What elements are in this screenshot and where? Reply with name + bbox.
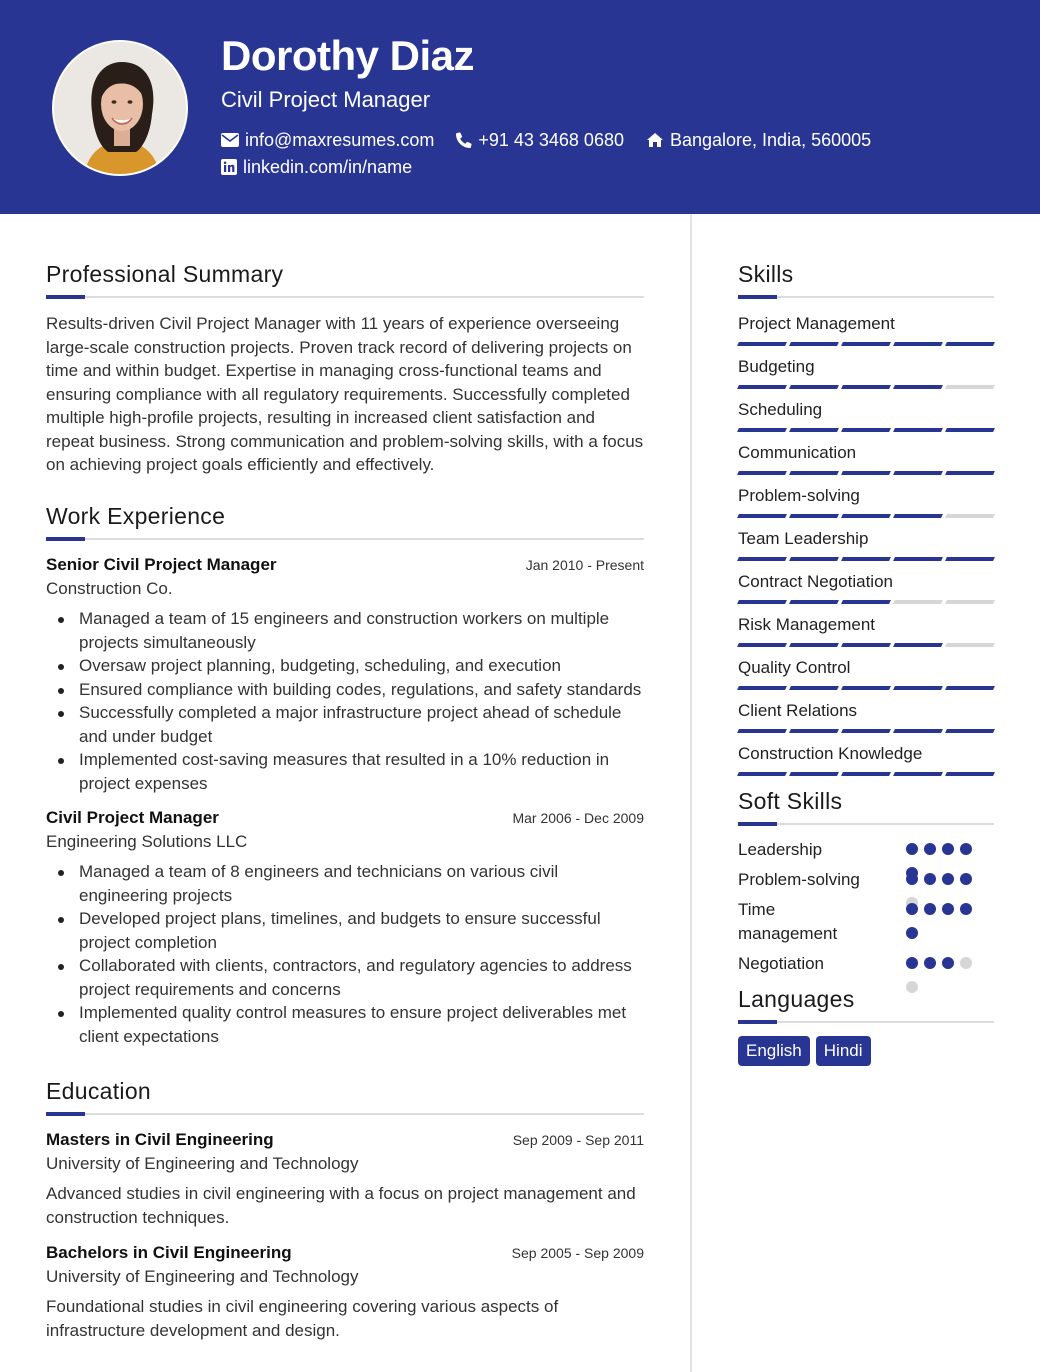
skill-level-segment	[789, 643, 839, 647]
skill-level-segment	[893, 643, 943, 647]
skill-level-bar	[738, 471, 998, 475]
section-rule	[738, 823, 994, 825]
rating-dot	[924, 843, 936, 855]
list-item: Implemented quality control measures to ensure project deliverables met client expectations	[46, 1001, 644, 1048]
skill-level-segment	[893, 600, 943, 604]
soft-skill-row	[738, 952, 994, 982]
education-description: Foundational studies in civil engineering covering various aspects of infrastructure development and design.	[46, 1297, 559, 1340]
list-item: Developed project plans, timelines, and budgets to ensure successful project completion	[46, 907, 644, 954]
section-heading: Education	[46, 1078, 151, 1104]
soft-skill-name: Leadership	[738, 840, 823, 859]
section-rule	[738, 296, 994, 298]
skill-name: Client Relations	[738, 701, 858, 720]
job-bullets	[46, 860, 644, 1048]
skill-level-segment	[789, 428, 839, 432]
skill-level-segment	[945, 342, 995, 346]
skill-level-segment	[945, 428, 995, 432]
soft-skill-row	[738, 838, 994, 868]
skill-level-segment	[893, 342, 943, 346]
languages-section	[738, 984, 994, 1066]
skill-level-segment	[893, 729, 943, 733]
skill-level-segment	[841, 643, 891, 647]
skill-level-segment	[841, 557, 891, 561]
soft-skill-name: Negotiation	[738, 954, 825, 973]
skill-level-segment	[789, 772, 839, 776]
skill-name: Team Leadership	[738, 529, 869, 548]
skill-name: Scheduling	[738, 400, 823, 419]
skill-level-segment	[945, 557, 995, 561]
skill-name: Contract Negotiation	[738, 572, 893, 591]
skill-level-segment	[737, 686, 787, 690]
list-item: Successfully completed a major infrastructure project ahead of schedule and under budget	[46, 701, 644, 748]
school-name: University of Engineering and Technology	[46, 1154, 359, 1173]
skill-row	[738, 742, 994, 785]
skill-level-segment	[841, 600, 891, 604]
skill-row	[738, 613, 994, 656]
rating-dot	[906, 927, 918, 939]
skill-level-segment	[737, 514, 787, 518]
skill-level-segment	[841, 342, 891, 346]
skill-level-segment	[841, 385, 891, 389]
skill-level-segment	[789, 342, 839, 346]
skill-level-segment	[737, 471, 787, 475]
job-date: Jan 2010 - Present	[525, 557, 644, 573]
section-heading: Soft Skills	[738, 788, 843, 814]
skill-level-segment	[893, 557, 943, 561]
skill-row	[738, 699, 994, 742]
skill-level-segment	[737, 729, 787, 733]
soft-skills-list	[738, 838, 994, 982]
section-heading: Skills	[738, 261, 794, 287]
location-text: Bangalore, India, 560005	[669, 130, 872, 150]
linkedin-text: linkedin.com/in/name	[243, 157, 413, 177]
skill-name: Quality Control	[738, 658, 851, 677]
rating-dot	[960, 873, 972, 885]
list-item: Managed a team of 8 engineers and technicians on various civil engineering projects	[46, 860, 644, 907]
section-rule	[46, 296, 644, 298]
job-bullets	[46, 607, 644, 795]
soft-skill-row	[738, 898, 994, 952]
section-rule	[46, 1113, 644, 1115]
degree-title: Masters in Civil Engineering	[46, 1130, 274, 1149]
skill-name: Risk Management	[738, 615, 876, 634]
skill-level-segment	[841, 772, 891, 776]
summary-text: Results-driven Civil Project Manager with 11 years of experience overseeing large-scale construction projects. Proven track record of delivering projects on time and within budget. Expertise in managing cross-functional teams and ensuring compliance with all regulatory requirements. Successfully completed multiple high-profile projects, resulting in increased client satisfaction and repeat business. Strong communication and problem-solving skills, with a focus on achieving project goals efficiently and effectively.	[46, 314, 644, 474]
skill-level-bar	[738, 428, 998, 432]
home-icon	[646, 132, 664, 148]
soft-skill-rating	[906, 903, 978, 951]
rating-dot	[906, 843, 918, 855]
rating-dot	[924, 873, 936, 885]
rating-dot	[942, 957, 954, 969]
profile-photo-illustration	[54, 42, 188, 176]
skill-level-segment	[789, 557, 839, 561]
skill-level-segment	[841, 686, 891, 690]
skill-level-segment	[789, 600, 839, 604]
skill-level-segment	[737, 385, 787, 389]
rating-dot	[924, 957, 936, 969]
skill-level-segment	[841, 428, 891, 432]
soft-skill-row	[738, 868, 994, 898]
skills-section	[738, 259, 994, 785]
contact-row-primary	[221, 128, 893, 152]
candidate-title: Civil Project Manager	[221, 87, 431, 112]
linkedin-icon	[221, 159, 237, 175]
language-tag: English	[738, 1036, 810, 1066]
section-rule	[738, 1021, 994, 1023]
envelope-icon	[221, 133, 239, 147]
phone-text: +91 43 3468 0680	[478, 130, 624, 150]
soft-skill-name: Problem-solving	[738, 870, 860, 889]
skill-level-segment	[789, 514, 839, 518]
skill-name: Construction Knowledge	[738, 744, 923, 763]
job-entry	[46, 553, 644, 795]
contact-linkedin[interactable]	[221, 155, 412, 179]
skill-row	[738, 527, 994, 570]
contact-email[interactable]	[221, 128, 434, 152]
job-organization: Construction Co.	[46, 579, 173, 598]
rating-dot	[906, 873, 918, 885]
job-entry	[46, 806, 644, 1048]
skill-row	[738, 484, 994, 527]
skill-level-segment	[945, 471, 995, 475]
skill-level-segment	[945, 514, 995, 518]
skill-level-segment	[841, 729, 891, 733]
rating-dot	[960, 843, 972, 855]
skill-row	[738, 312, 994, 355]
skill-level-segment	[841, 471, 891, 475]
skill-level-bar	[738, 385, 998, 389]
skill-level-segment	[893, 385, 943, 389]
phone-icon	[456, 132, 472, 148]
job-role: Civil Project Manager	[46, 808, 219, 827]
experience-section	[46, 501, 644, 1048]
skill-name: Problem-solving	[738, 486, 860, 505]
list-item: Oversaw project planning, budgeting, scheduling, and execution	[46, 654, 644, 678]
list-item: Implemented cost-saving measures that resulted in a 10% reduction in project expenses	[46, 748, 644, 795]
skill-level-bar	[738, 514, 998, 518]
language-tag: Hindi	[816, 1036, 871, 1066]
rating-dot	[960, 903, 972, 915]
section-rule	[46, 538, 644, 540]
rating-dot	[942, 903, 954, 915]
skill-level-bar	[738, 342, 998, 346]
rating-dot	[906, 903, 918, 915]
soft-skill-name: Time management	[738, 900, 838, 943]
education-section	[46, 1076, 644, 1342]
skill-row	[738, 570, 994, 613]
job-role: Senior Civil Project Manager	[46, 555, 277, 574]
skill-level-bar	[738, 729, 998, 733]
skill-level-segment	[945, 729, 995, 733]
skill-level-segment	[737, 557, 787, 561]
contact-row-secondary	[221, 155, 434, 179]
job-organization: Engineering Solutions LLC	[46, 832, 248, 851]
skill-level-segment	[945, 385, 995, 389]
skill-level-segment	[945, 643, 995, 647]
skill-name: Communication	[738, 443, 857, 462]
rating-dot	[906, 957, 918, 969]
rating-dot	[942, 873, 954, 885]
section-heading: Work Experience	[46, 503, 226, 529]
education-description: Advanced studies in civil engineering with a focus on project management and construction techniques.	[46, 1184, 636, 1227]
section-heading: Professional Summary	[46, 261, 284, 287]
skill-level-segment	[945, 772, 995, 776]
job-date: Mar 2006 - Dec 2009	[512, 810, 644, 826]
list-item: Collaborated with clients, contractors, and regulatory agencies to address project requirements and concerns	[46, 954, 644, 1001]
skills-list	[738, 312, 994, 785]
skill-level-segment	[945, 600, 995, 604]
skill-row	[738, 398, 994, 441]
skill-level-segment	[841, 514, 891, 518]
skill-level-segment	[893, 772, 943, 776]
rating-dot	[924, 903, 936, 915]
skill-row	[738, 355, 994, 398]
skill-level-segment	[737, 643, 787, 647]
skill-level-segment	[737, 600, 787, 604]
soft-skills-section	[738, 786, 994, 982]
school-name: University of Engineering and Technology	[46, 1267, 359, 1286]
skill-level-segment	[789, 385, 839, 389]
education-date: Sep 2009 - Sep 2011	[512, 1132, 644, 1148]
skill-row	[738, 441, 994, 484]
contact-location	[646, 128, 871, 152]
degree-title: Bachelors in Civil Engineering	[46, 1243, 292, 1262]
languages-list	[738, 1036, 994, 1066]
skill-level-segment	[945, 686, 995, 690]
rating-dot	[960, 957, 972, 969]
rating-dot	[942, 843, 954, 855]
skill-row	[738, 656, 994, 699]
column-divider	[690, 214, 692, 1372]
skill-level-segment	[893, 428, 943, 432]
skill-level-bar	[738, 643, 998, 647]
education-entry	[46, 1241, 644, 1342]
skill-level-segment	[893, 471, 943, 475]
skill-level-segment	[893, 514, 943, 518]
skill-level-segment	[737, 342, 787, 346]
education-date: Sep 2005 - Sep 2009	[511, 1245, 644, 1261]
skill-level-bar	[738, 772, 998, 776]
summary-section	[46, 259, 644, 477]
profile-photo	[52, 40, 188, 176]
resume-header	[0, 0, 1040, 214]
skill-level-segment	[893, 686, 943, 690]
contact-phone[interactable]	[456, 128, 624, 152]
email-text: info@maxresumes.com	[245, 130, 435, 150]
section-heading: Languages	[738, 986, 855, 1012]
skill-level-segment	[737, 772, 787, 776]
skill-level-bar	[738, 600, 998, 604]
skill-level-segment	[789, 729, 839, 733]
skill-level-segment	[737, 428, 787, 432]
skill-name: Project Management	[738, 314, 895, 333]
skill-level-segment	[789, 686, 839, 690]
candidate-name: Dorothy Diaz	[221, 32, 475, 79]
skill-level-bar	[738, 686, 998, 690]
list-item: Managed a team of 15 engineers and construction workers on multiple projects simultaneously	[46, 607, 644, 654]
skill-level-bar	[738, 557, 998, 561]
skill-name: Budgeting	[738, 357, 815, 376]
skill-level-segment	[789, 471, 839, 475]
list-item: Ensured compliance with building codes, regulations, and safety standards	[46, 678, 644, 702]
education-entry	[46, 1128, 644, 1229]
